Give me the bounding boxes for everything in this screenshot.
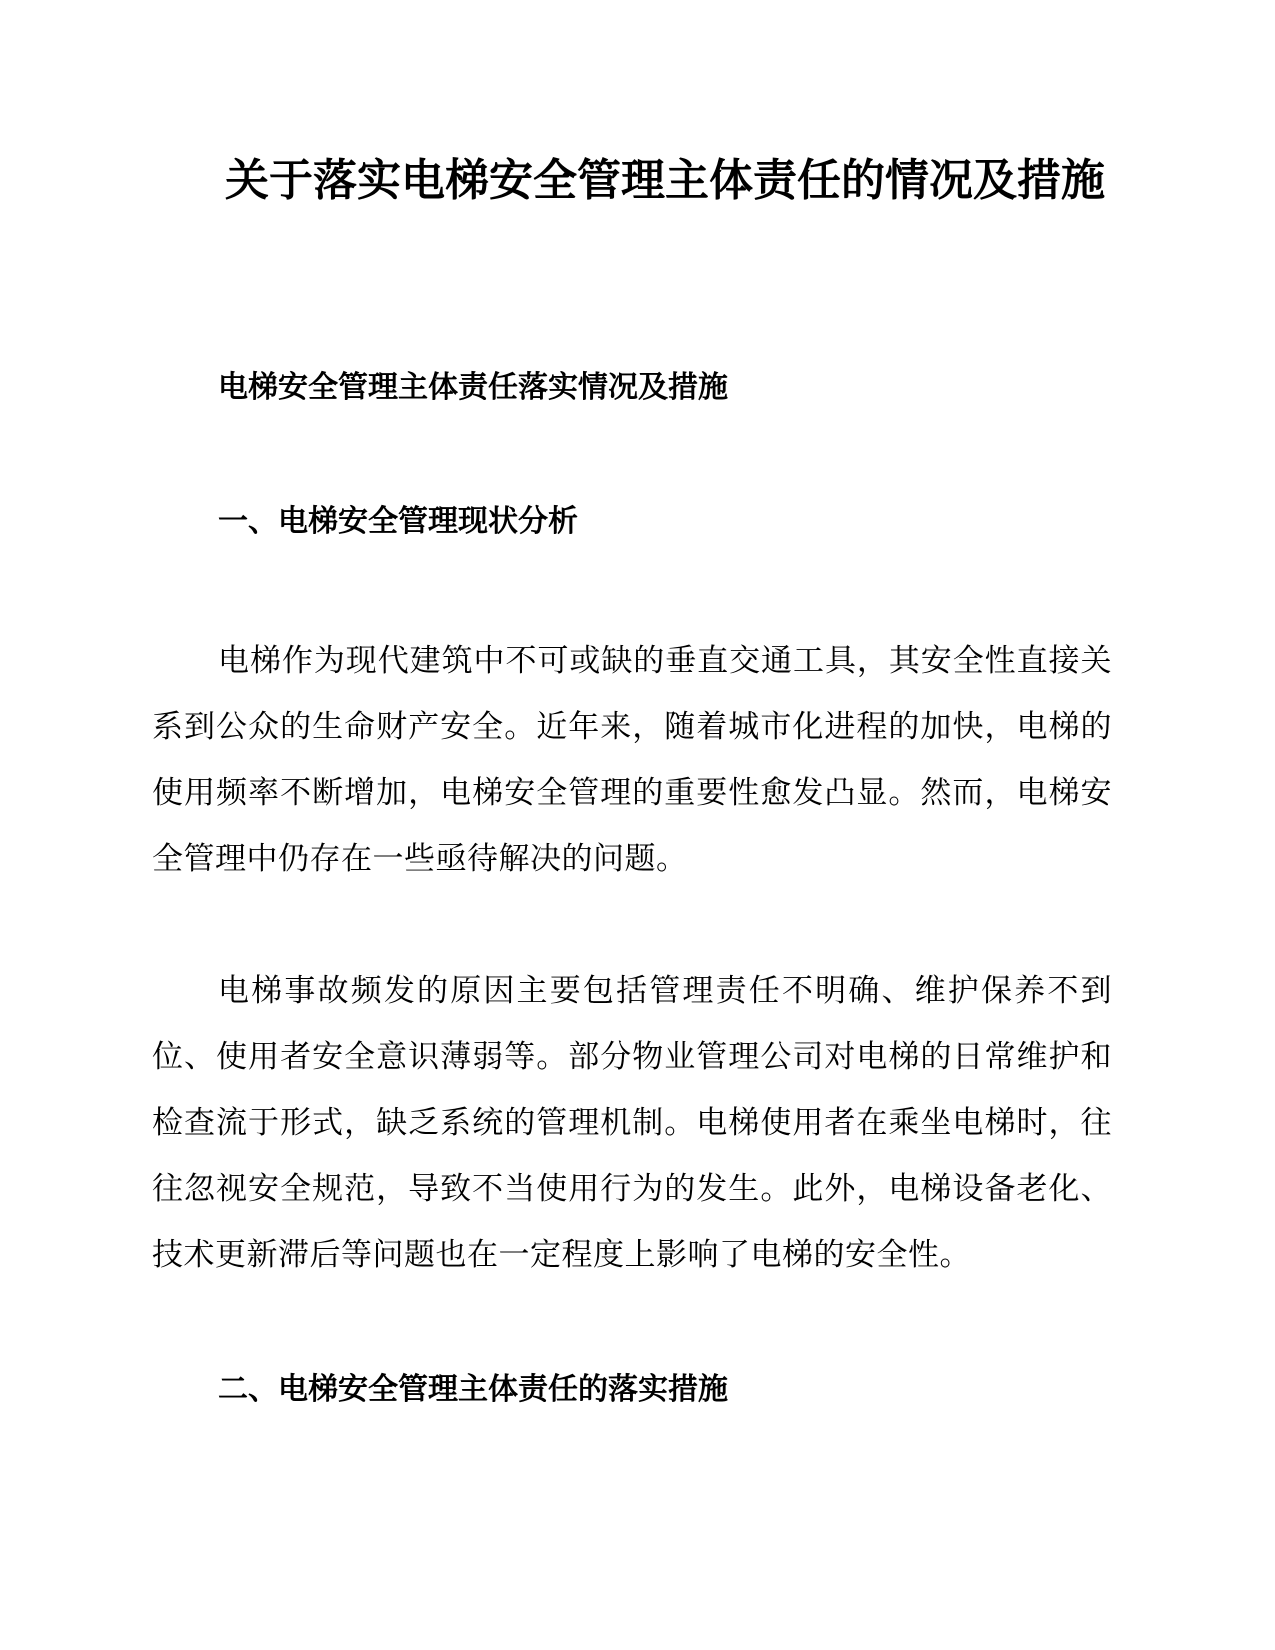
document-title: 关于落实电梯安全管理主体责任的情况及措施 <box>225 155 1105 206</box>
section-heading-2: 二、电梯安全管理主体责任的落实措施 <box>218 1372 728 1407</box>
section-heading-1: 一、电梯安全管理现状分析 <box>218 504 578 539</box>
document-subtitle: 电梯安全管理主体责任落实情况及措施 <box>218 370 728 405</box>
section-1-paragraph-2: 电梯事故频发的原因主要包括管理责任不明确、维护保养不到位、使用者安全意识薄弱等。部分物业管理公司对电梯的日常维护和检查流于形式，缺乏系统的管理机制。电梯使用者在乘坐电梯时，往往忽视安全规范，导致不当使用行为的发生。此外，电梯设备老化、技术更新滞后等问题也在一定程度上影响了电梯的安全性。 <box>152 973 1112 1273</box>
section-1-paragraph-1: 电梯作为现代建筑中不可或缺的垂直交通工具，其安全性直接关系到公众的生命财产安全。近年来，随着城市化进程的加快，电梯的使用频率不断增加，电梯安全管理的重要性愈发凸显。然而，电梯安全管理中仍存在一些亟待解决的问题。 <box>152 643 1112 877</box>
